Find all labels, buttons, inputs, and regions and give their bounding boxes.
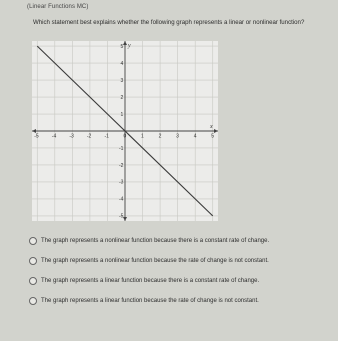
x-tick-label: 2 bbox=[158, 133, 162, 140]
option-label: The graph represents a linear function because there is a constant rate of change. bbox=[41, 278, 260, 284]
option-1[interactable] bbox=[29, 231, 334, 251]
option-3[interactable] bbox=[29, 271, 334, 291]
answer-options bbox=[29, 231, 334, 311]
x-tick-label: -4 bbox=[51, 133, 57, 140]
y-tick-label: 4 bbox=[120, 60, 124, 67]
y-tick-label: 3 bbox=[120, 77, 124, 84]
y-tick-label: -1 bbox=[119, 145, 124, 152]
y-tick-label: -5 bbox=[119, 213, 124, 220]
radio-button[interactable] bbox=[29, 257, 37, 265]
radio-button[interactable] bbox=[29, 237, 37, 245]
x-axis-label: x bbox=[210, 124, 213, 130]
x-tick-label: 4 bbox=[193, 133, 197, 140]
y-tick-label: -2 bbox=[119, 162, 124, 169]
x-tick-label: 5 bbox=[211, 133, 215, 140]
option-2[interactable] bbox=[29, 251, 334, 271]
question-text: Which statement best explains whether the following graph represents a linear or nonlinear function? bbox=[33, 19, 305, 26]
coordinate-plane bbox=[28, 35, 221, 225]
header-tab: (Linear Functions MC) bbox=[27, 4, 89, 10]
y-tick-label: 2 bbox=[120, 94, 124, 101]
radio-button[interactable] bbox=[29, 277, 37, 285]
option-4[interactable] bbox=[29, 291, 334, 311]
y-tick-label: -3 bbox=[119, 179, 124, 186]
y-tick-label: 5 bbox=[120, 43, 124, 50]
x-tick-label: -1 bbox=[104, 133, 109, 140]
option-label: The graph represents a linear function because the rate of change is not constant. bbox=[41, 298, 259, 304]
x-tick-label: 1 bbox=[141, 133, 144, 140]
y-tick-label: -4 bbox=[119, 196, 124, 203]
y-axis-label: y bbox=[128, 43, 131, 49]
x-tick-label: 3 bbox=[176, 133, 179, 140]
radio-button[interactable] bbox=[29, 297, 37, 305]
x-tick-label: -5 bbox=[34, 133, 39, 140]
option-label: The graph represents a nonlinear function because the rate of change is not constant. bbox=[41, 258, 269, 264]
graph bbox=[28, 35, 221, 225]
x-tick-label: 0 bbox=[123, 133, 127, 140]
x-tick-label: -3 bbox=[69, 133, 74, 140]
y-tick-label: 1 bbox=[120, 111, 124, 118]
x-tick-label: -2 bbox=[86, 133, 92, 140]
option-label: The graph represents a nonlinear function because there is a constant rate of change. bbox=[41, 238, 270, 244]
